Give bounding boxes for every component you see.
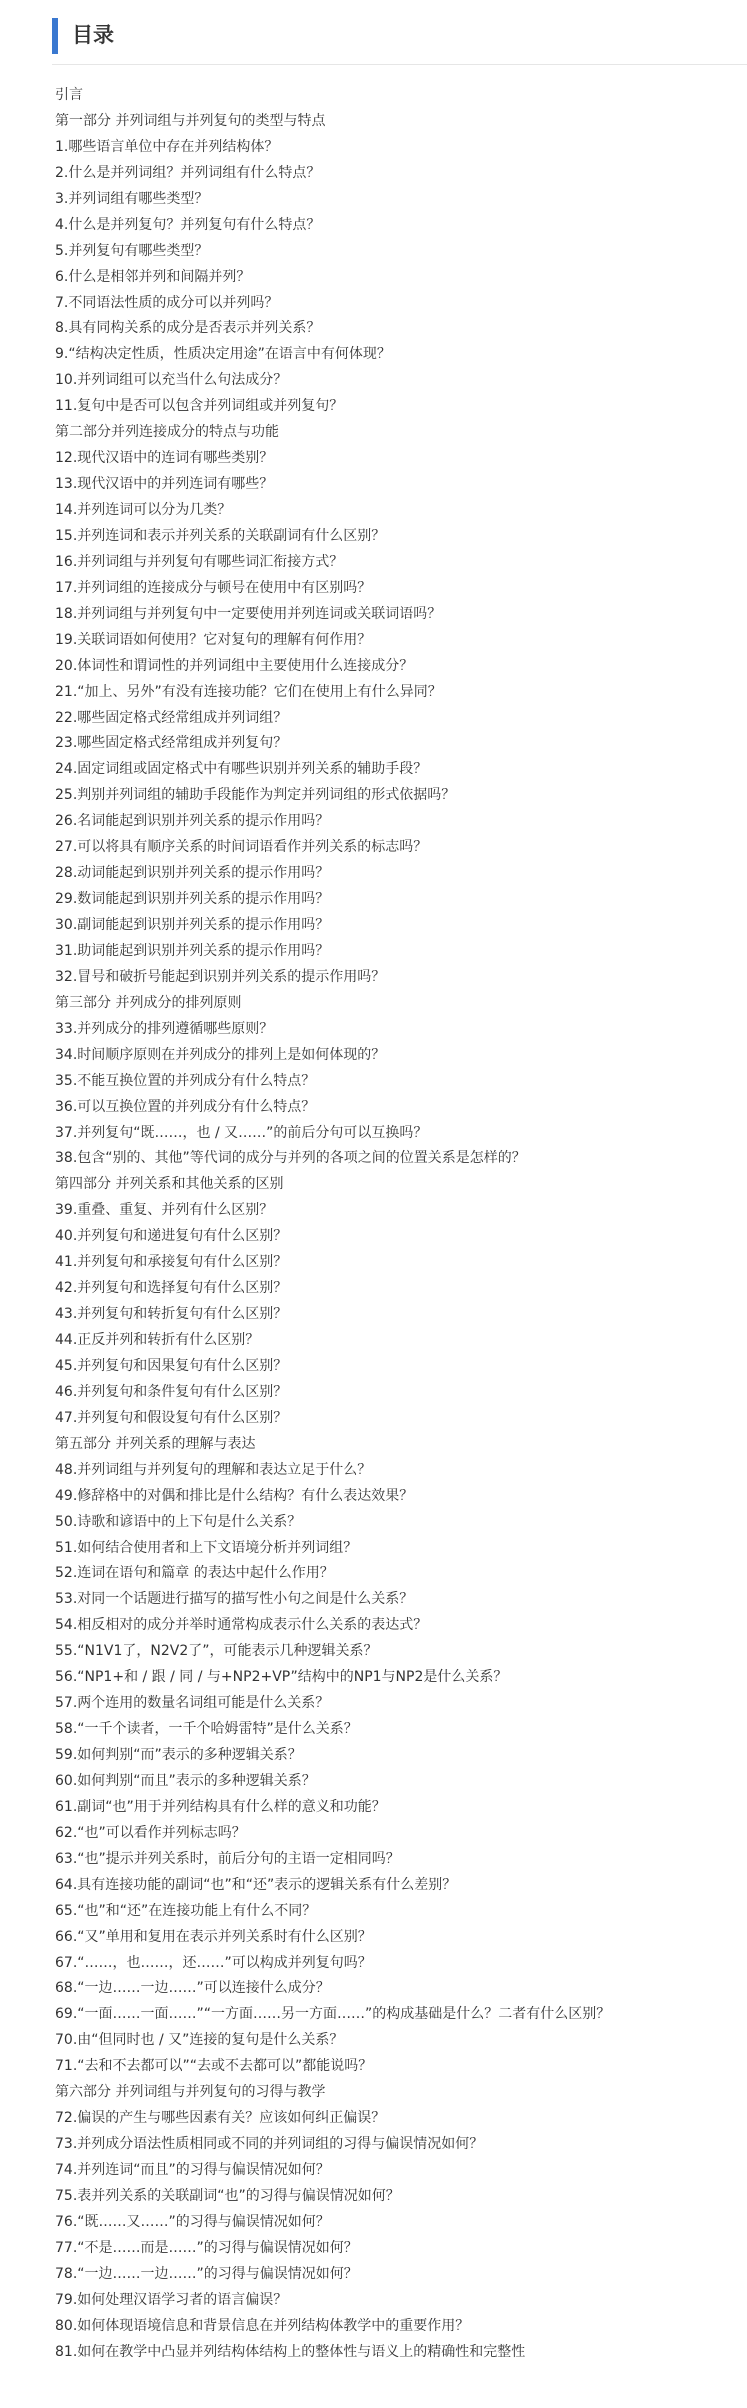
toc-item[interactable]: 第二部分并列连接成分的特点与功能: [55, 424, 279, 441]
toc-item[interactable]: 69.“一面……一面……”“一方面……另一方面……”的构成基础是什么？二者有什么区别？: [55, 2006, 611, 2023]
toc-item[interactable]: 第四部分 并列关系和其他关系的区别: [55, 1176, 284, 1193]
toc-item[interactable]: 32.冒号和破折号能起到识别并列关系的提示作用吗？: [55, 968, 386, 985]
toc-item[interactable]: 3.并列词组有哪些类型？: [55, 190, 209, 207]
toc-item[interactable]: 70.由“但同时也 / 又”连接的复句是什么关系？: [55, 2032, 344, 2049]
toc-item[interactable]: 18.并列词组与并列复句中一定要使用并列连词或关联词语吗？: [55, 605, 442, 622]
toc-item[interactable]: 51.如何结合使用者和上下文语境分析并列词组？: [55, 1539, 358, 1556]
toc-item[interactable]: 65.“也”和“还”在连接功能上有什么不同？: [55, 1902, 317, 1919]
toc-item[interactable]: 第三部分 并列成分的排列原则: [55, 994, 242, 1011]
toc-item[interactable]: 第六部分 并列词组与并列复句的习得与教学: [55, 2084, 326, 2101]
toc-item[interactable]: 77.“不是……而是……”的习得与偏误情况如何？: [55, 2239, 358, 2256]
toc-item[interactable]: 80.如何体现语境信息和背景信息在并列结构体教学中的重要作用？: [55, 2317, 470, 2334]
toc-item[interactable]: 49.修辞格中的对偶和排比是什么结构？有什么表达效果？: [55, 1487, 414, 1504]
toc-item[interactable]: 76.“既……又……”的习得与偏误情况如何？: [55, 2213, 330, 2230]
toc-item[interactable]: 43.并列复句和转折复句有什么区别？: [55, 1306, 288, 1323]
toc-item[interactable]: 73.并列成分语法性质相同或不同的并列词组的习得与偏误情况如何？: [55, 2136, 484, 2153]
toc-item[interactable]: 第五部分 并列关系的理解与表达: [55, 1435, 256, 1452]
toc-item[interactable]: 9.“结构决定性质，性质决定用途”在语言中有何体现？: [55, 346, 391, 363]
toc-item[interactable]: 79.如何处理汉语学习者的语言偏误？: [55, 2291, 288, 2308]
toc-item[interactable]: 20.体词性和谓词性的并列词组中主要使用什么连接成分？: [55, 657, 414, 674]
toc-item[interactable]: 61.副词“也”用于并列结构具有什么样的意义和功能？: [55, 1798, 386, 1815]
toc-item[interactable]: 44.正反并列和转折有什么区别？: [55, 1332, 260, 1348]
toc-item[interactable]: 19.关联词语如何使用？它对复句的理解有何作用？: [55, 631, 372, 648]
toc-item[interactable]: 68.“一边……一边……”可以连接什么成分？: [55, 1980, 330, 1997]
toc-item[interactable]: 34.时间顺序原则在并列成分的排列上是如何体现的？: [55, 1046, 386, 1063]
toc-item[interactable]: 67.“……，也……，还……”可以构成并列复句吗？: [55, 1954, 372, 1971]
toc-item[interactable]: 21.“加上、另外”有没有连接功能？它们在使用上有什么异同？: [55, 683, 442, 700]
toc-item[interactable]: 23.哪些固定格式经常组成并列复句？: [55, 735, 288, 752]
toc-item[interactable]: 5.并列复句有哪些类型？: [55, 242, 209, 259]
toc-item[interactable]: 75.表并列关系的关联副词“也”的习得与偏误情况如何？: [55, 2187, 400, 2204]
toc-item[interactable]: 47.并列复句和假设复句有什么区别？: [55, 1409, 288, 1426]
toc-item[interactable]: 15.并列连词和表示并列关系的关联副词有什么区别？: [55, 527, 386, 544]
toc-item[interactable]: 40.并列复句和递进复句有什么区别？: [55, 1228, 288, 1245]
toc-item[interactable]: 11.复句中是否可以包含并列词组或并列复句？: [55, 398, 344, 415]
toc-item[interactable]: 59.如何判别“而”表示的多种逻辑关系？: [55, 1747, 302, 1763]
toc-item[interactable]: 22.哪些固定格式经常组成并列词组？: [55, 709, 288, 726]
toc-item[interactable]: 74.并列连词“而且”的习得与偏误情况如何？: [55, 2162, 330, 2178]
toc-item[interactable]: 52.连词在语句和篇章 的表达中起什么作用？: [55, 1565, 334, 1582]
toc-item[interactable]: 72.偏误的产生与哪些因素有关？应该如何纠正偏误？: [55, 2110, 386, 2127]
toc-item[interactable]: 78.“一边……一边……”的习得与偏误情况如何？: [55, 2265, 358, 2282]
title-accent-bar: [52, 18, 58, 54]
toc-item[interactable]: 62.“也”可以看作并列标志吗？: [55, 1824, 246, 1841]
toc-item[interactable]: 6.什么是相邻并列和间隔并列？: [55, 268, 251, 285]
toc-item[interactable]: 25.判别并列词组的辅助手段能作为判定并列词组的形式依据吗？: [55, 787, 456, 804]
toc-item[interactable]: 引言: [55, 87, 83, 103]
toc-item[interactable]: 50.诗歌和谚语中的上下句是什么关系？: [55, 1513, 302, 1530]
toc-item[interactable]: 35.不能互换位置的并列成分有什么特点？: [55, 1072, 316, 1089]
toc-item[interactable]: 10.并列词组可以充当什么句法成分？: [55, 372, 288, 389]
toc-item[interactable]: 36.可以互换位置的并列成分有什么特点？: [55, 1098, 316, 1115]
toc-item[interactable]: 64.具有连接功能的副词“也”和“还”表示的逻辑关系有什么差别？: [55, 1876, 457, 1893]
toc-item[interactable]: 60.如何判别“而且”表示的多种逻辑关系？: [55, 1772, 316, 1789]
toc-item[interactable]: 63.“也”提示并列关系时，前后分句的主语一定相同吗？: [55, 1850, 400, 1867]
toc-item[interactable]: 45.并列复句和因果复句有什么区别？: [55, 1357, 288, 1374]
toc-item[interactable]: 16.并列词组与并列复句有哪些词汇衔接方式？: [55, 553, 344, 570]
toc-item[interactable]: 2.什么是并列词组？并列词组有什么特点？: [55, 164, 321, 181]
toc-item[interactable]: 7.不同语法性质的成分可以并列吗？: [55, 294, 279, 311]
toc-item[interactable]: 41.并列复句和承接复句有什么区别？: [55, 1254, 288, 1271]
toc-item[interactable]: 57.两个连用的数量名词组可能是什么关系？: [55, 1695, 330, 1712]
toc-item[interactable]: 53.对同一个话题进行描写的描写性小句之间是什么关系？: [55, 1591, 414, 1608]
toc-item[interactable]: 58.“一千个读者，一千个哈姆雷特”是什么关系？: [55, 1721, 358, 1738]
toc-item[interactable]: 29.数词能起到识别并列关系的提示作用吗？: [55, 891, 330, 908]
toc-item[interactable]: 24.固定词组或固定格式中有哪些识别并列关系的辅助手段？: [55, 761, 428, 778]
toc-item[interactable]: 71.“去和不去都可以”“去或不去都可以”都能说吗？: [55, 2058, 373, 2075]
toc-item[interactable]: 8.具有同构关系的成分是否表示并列关系？: [55, 320, 321, 337]
toc-item[interactable]: 31.助词能起到识别并列关系的提示作用吗？: [55, 942, 330, 959]
toc-item[interactable]: 26.名词能起到识别并列关系的提示作用吗？: [55, 813, 330, 830]
toc-item[interactable]: 48.并列词组与并列复句的理解和表达立足于什么？: [55, 1461, 372, 1478]
toc-item[interactable]: 38.包含“别的、其他”等代词的成分与并列的各项之间的位置关系是怎样的？: [55, 1150, 526, 1167]
toc-header: [52, 18, 747, 65]
toc-item[interactable]: 13.现代汉语中的并列连词有哪些？: [55, 476, 274, 493]
toc-item[interactable]: 17.并列词组的连接成分与顿号在使用中有区别吗？: [55, 579, 372, 596]
toc-item[interactable]: 30.副词能起到识别并列关系的提示作用吗？: [55, 917, 330, 933]
toc-item[interactable]: 37.并列复句“既……，也 / 又……”的前后分句可以互换吗？: [55, 1124, 428, 1141]
toc-item[interactable]: 42.并列复句和选择复句有什么区别？: [55, 1280, 288, 1297]
toc-item[interactable]: 28.动词能起到识别并列关系的提示作用吗？: [55, 865, 330, 882]
toc-item[interactable]: 66.“又”单用和复用在表示并列关系时有什么区别？: [55, 1928, 372, 1945]
toc-item[interactable]: 14.并列连词可以分为几类？: [55, 502, 232, 518]
toc-item[interactable]: 12.现代汉语中的连词有哪些类别？: [55, 450, 274, 467]
toc-item[interactable]: 56.“NP1+和 / 跟 / 同 / 与+NP2+VP”结构中的NP1与NP2是什么关系？: [55, 1669, 508, 1686]
page-title: 目录: [72, 23, 114, 47]
toc-item[interactable]: 27.可以将具有顺序关系的时间词语看作并列关系的标志吗？: [55, 839, 428, 856]
toc-item[interactable]: 1.哪些语言单位中存在并列结构体？: [55, 138, 279, 155]
toc-item[interactable]: 33.并列成分的排列遵循哪些原则？: [55, 1020, 274, 1037]
toc-item[interactable]: 81.如何在教学中凸显并列结构体结构上的整体性与语义上的精确性和完整性: [55, 2343, 526, 2360]
toc-item[interactable]: 4.什么是并列复句？并列复句有什么特点？: [55, 216, 321, 233]
toc-item[interactable]: 39.重叠、重复、并列有什么区别？: [55, 1202, 274, 1219]
toc-item[interactable]: 46.并列复句和条件复句有什么区别？: [55, 1383, 288, 1400]
toc-item[interactable]: 第一部分 并列词组与并列复句的类型与特点: [55, 112, 326, 129]
toc-item[interactable]: 54.相反相对的成分并举时通常构成表示什么关系的表达式？: [55, 1617, 428, 1634]
table-of-contents: [55, 83, 735, 2366]
toc-item[interactable]: 55.“N1V1了，N2V2了”，可能表示几种逻辑关系？: [55, 1643, 378, 1660]
